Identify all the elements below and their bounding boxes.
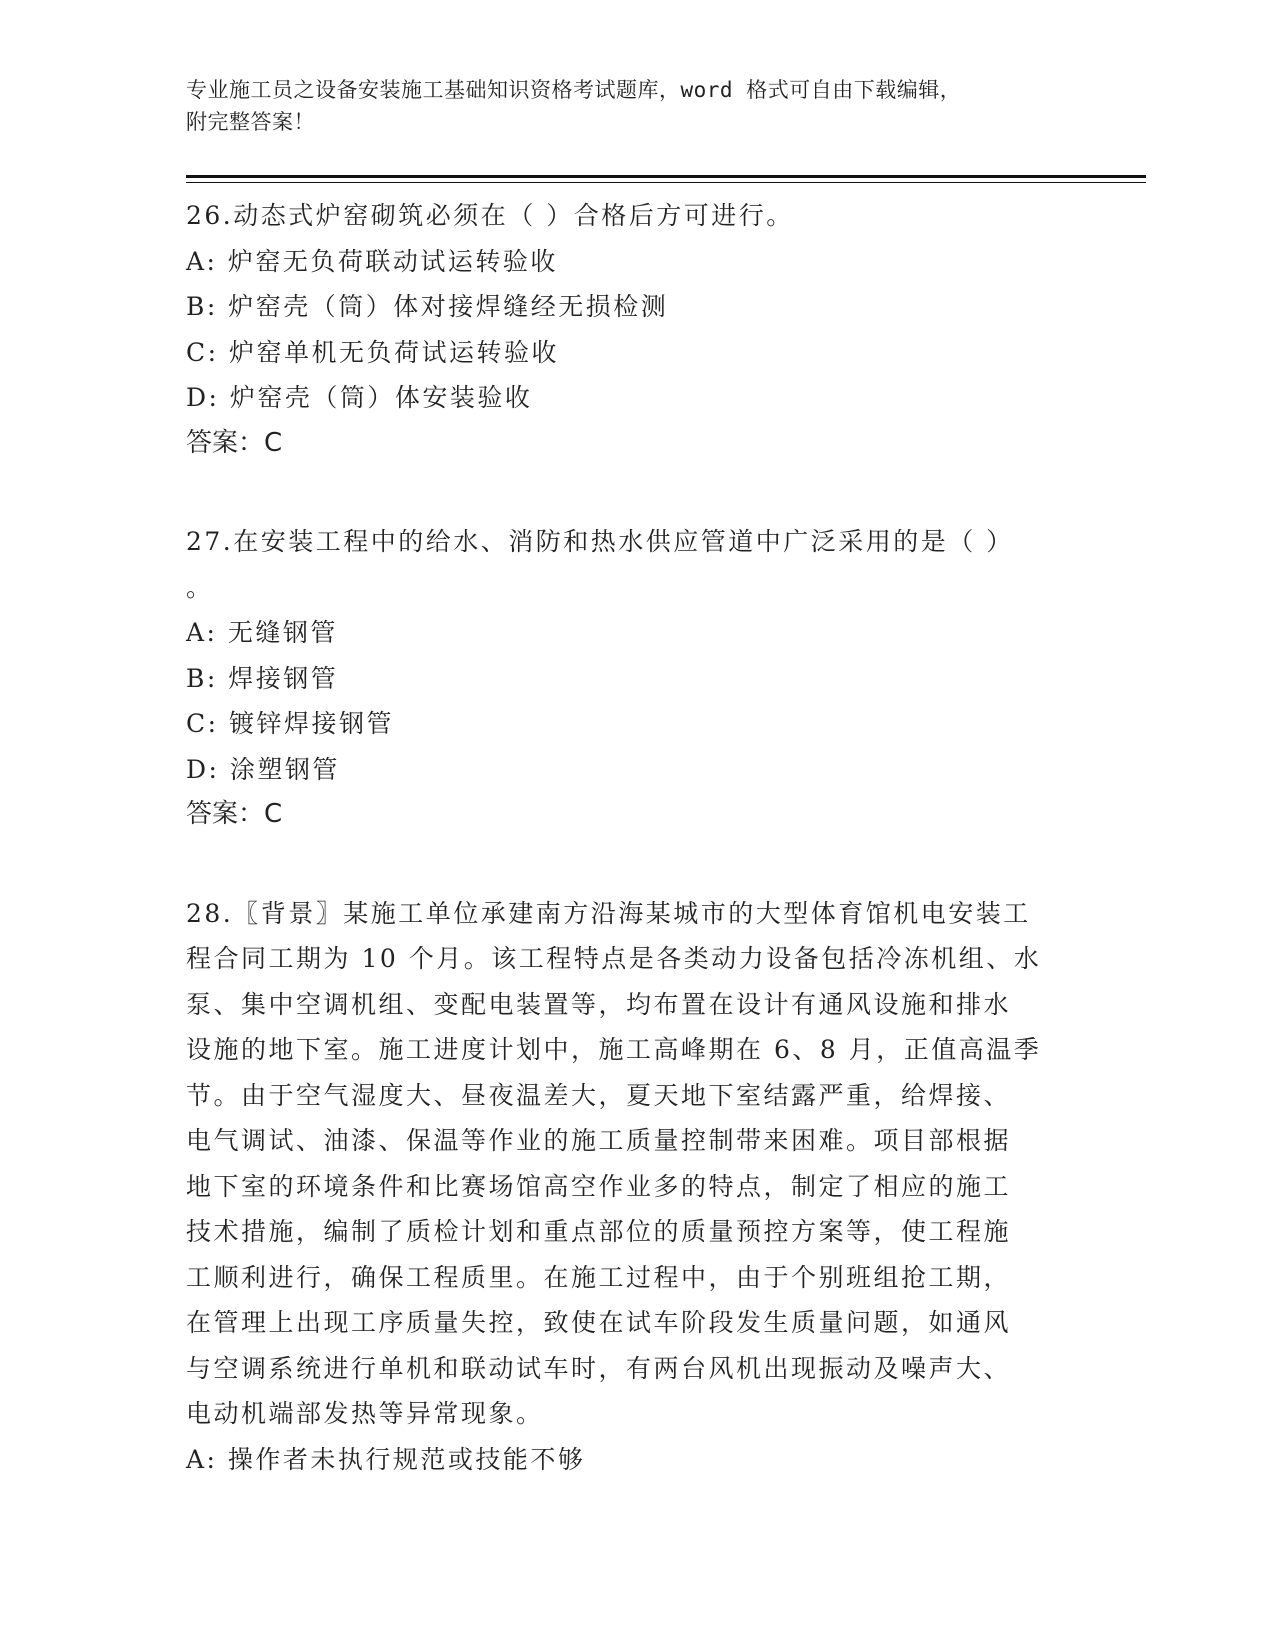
option-a: A: 操作者未执行规范或技能不够 — [186, 1444, 586, 1474]
question-stem-line: 节。由于空气湿度大、昼夜温差大，夏天地下室结露严重，给焊接、 — [186, 1080, 1012, 1110]
answer-label: 答案：C — [186, 799, 283, 829]
question-stem-line: 与空调系统进行单机和联动试车时，有两台风机出现振动及噪声大、 — [186, 1353, 1012, 1383]
option-a: A: 无缝钢管 — [186, 618, 338, 647]
question-stem-line: 技术措施，编制了质检计划和重点部位的质量预控方案等，使工程施 — [186, 1217, 1012, 1246]
option-a: A: 炉窑无负荷联动试运转验收 — [186, 246, 558, 276]
question-26 — [186, 193, 1086, 466]
option-b: B: 炉窑壳（筒）体对接焊缝经无损检测 — [186, 292, 669, 321]
option-c: C: 镀锌焊接钢管 — [186, 709, 394, 738]
option-b: B: 焊接钢管 — [186, 663, 339, 693]
question-stem: 26.动态式炉窑砌筑必须在（ ）合格后方可进行。 — [186, 201, 794, 230]
header-divider-thick — [186, 175, 1146, 178]
option-d: D: 涂塑钢管 — [186, 754, 340, 784]
question-27 — [186, 519, 1086, 838]
document-header — [186, 74, 1086, 138]
question-spacer — [186, 838, 1086, 891]
question-stem-line: 28.〖背景〗某施工单位承建南方沿海某城市的大型体育馆机电安装工 — [186, 898, 1031, 928]
question-stem-line: 电气调试、油漆、保温等作业的施工质量控制带来困难。项目部根据 — [186, 1126, 1012, 1155]
question-stem: 27.在安装工程中的给水、消防和热水供应管道中广泛采用的是（ ） — [186, 527, 1014, 556]
question-stem-line: 程合同工期为 10 个月。该工程特点是各类动力设备包括冷冻机组、水 — [186, 944, 1042, 973]
option-c: C: 炉窑单机无负荷试运转验收 — [186, 337, 559, 367]
option-d: D: 炉窑壳（筒）体安装验收 — [186, 383, 533, 412]
question-stem-line: 在管理上出现工序质量失控，致使在试车阶段发生质量问题，如通风 — [186, 1308, 1012, 1337]
header-line-1: 专业施工员之设备安装施工基础知识资格考试题库，word 格式可自由下载编辑， — [186, 78, 962, 102]
question-stem-continuation: 。 — [186, 572, 214, 602]
header-line-2: 附完整答案！ — [186, 110, 315, 134]
question-stem-line: 地下室的环境条件和比赛场馆高空作业多的特点，制定了相应的施工 — [186, 1171, 1012, 1201]
question-28 — [186, 891, 1086, 1483]
question-stem-line: 电动机端部发热等异常现象。 — [186, 1399, 544, 1428]
question-spacer — [186, 466, 1086, 519]
question-stem-line: 设施的地下室。施工进度计划中，施工高峰期在 6、8 月，正值高温季 — [186, 1035, 1042, 1064]
answer-label: 答案：C — [186, 427, 283, 458]
question-stem-line: 泵、集中空调机组、变配电装置等，均布置在设计有通风设施和排水 — [186, 989, 1012, 1019]
question-stem-line: 工顺利进行，确保工程质里。在施工过程中，由于个别班组抢工期， — [186, 1262, 1012, 1292]
header-divider-thin — [186, 182, 1146, 183]
question-list — [186, 193, 1086, 1482]
